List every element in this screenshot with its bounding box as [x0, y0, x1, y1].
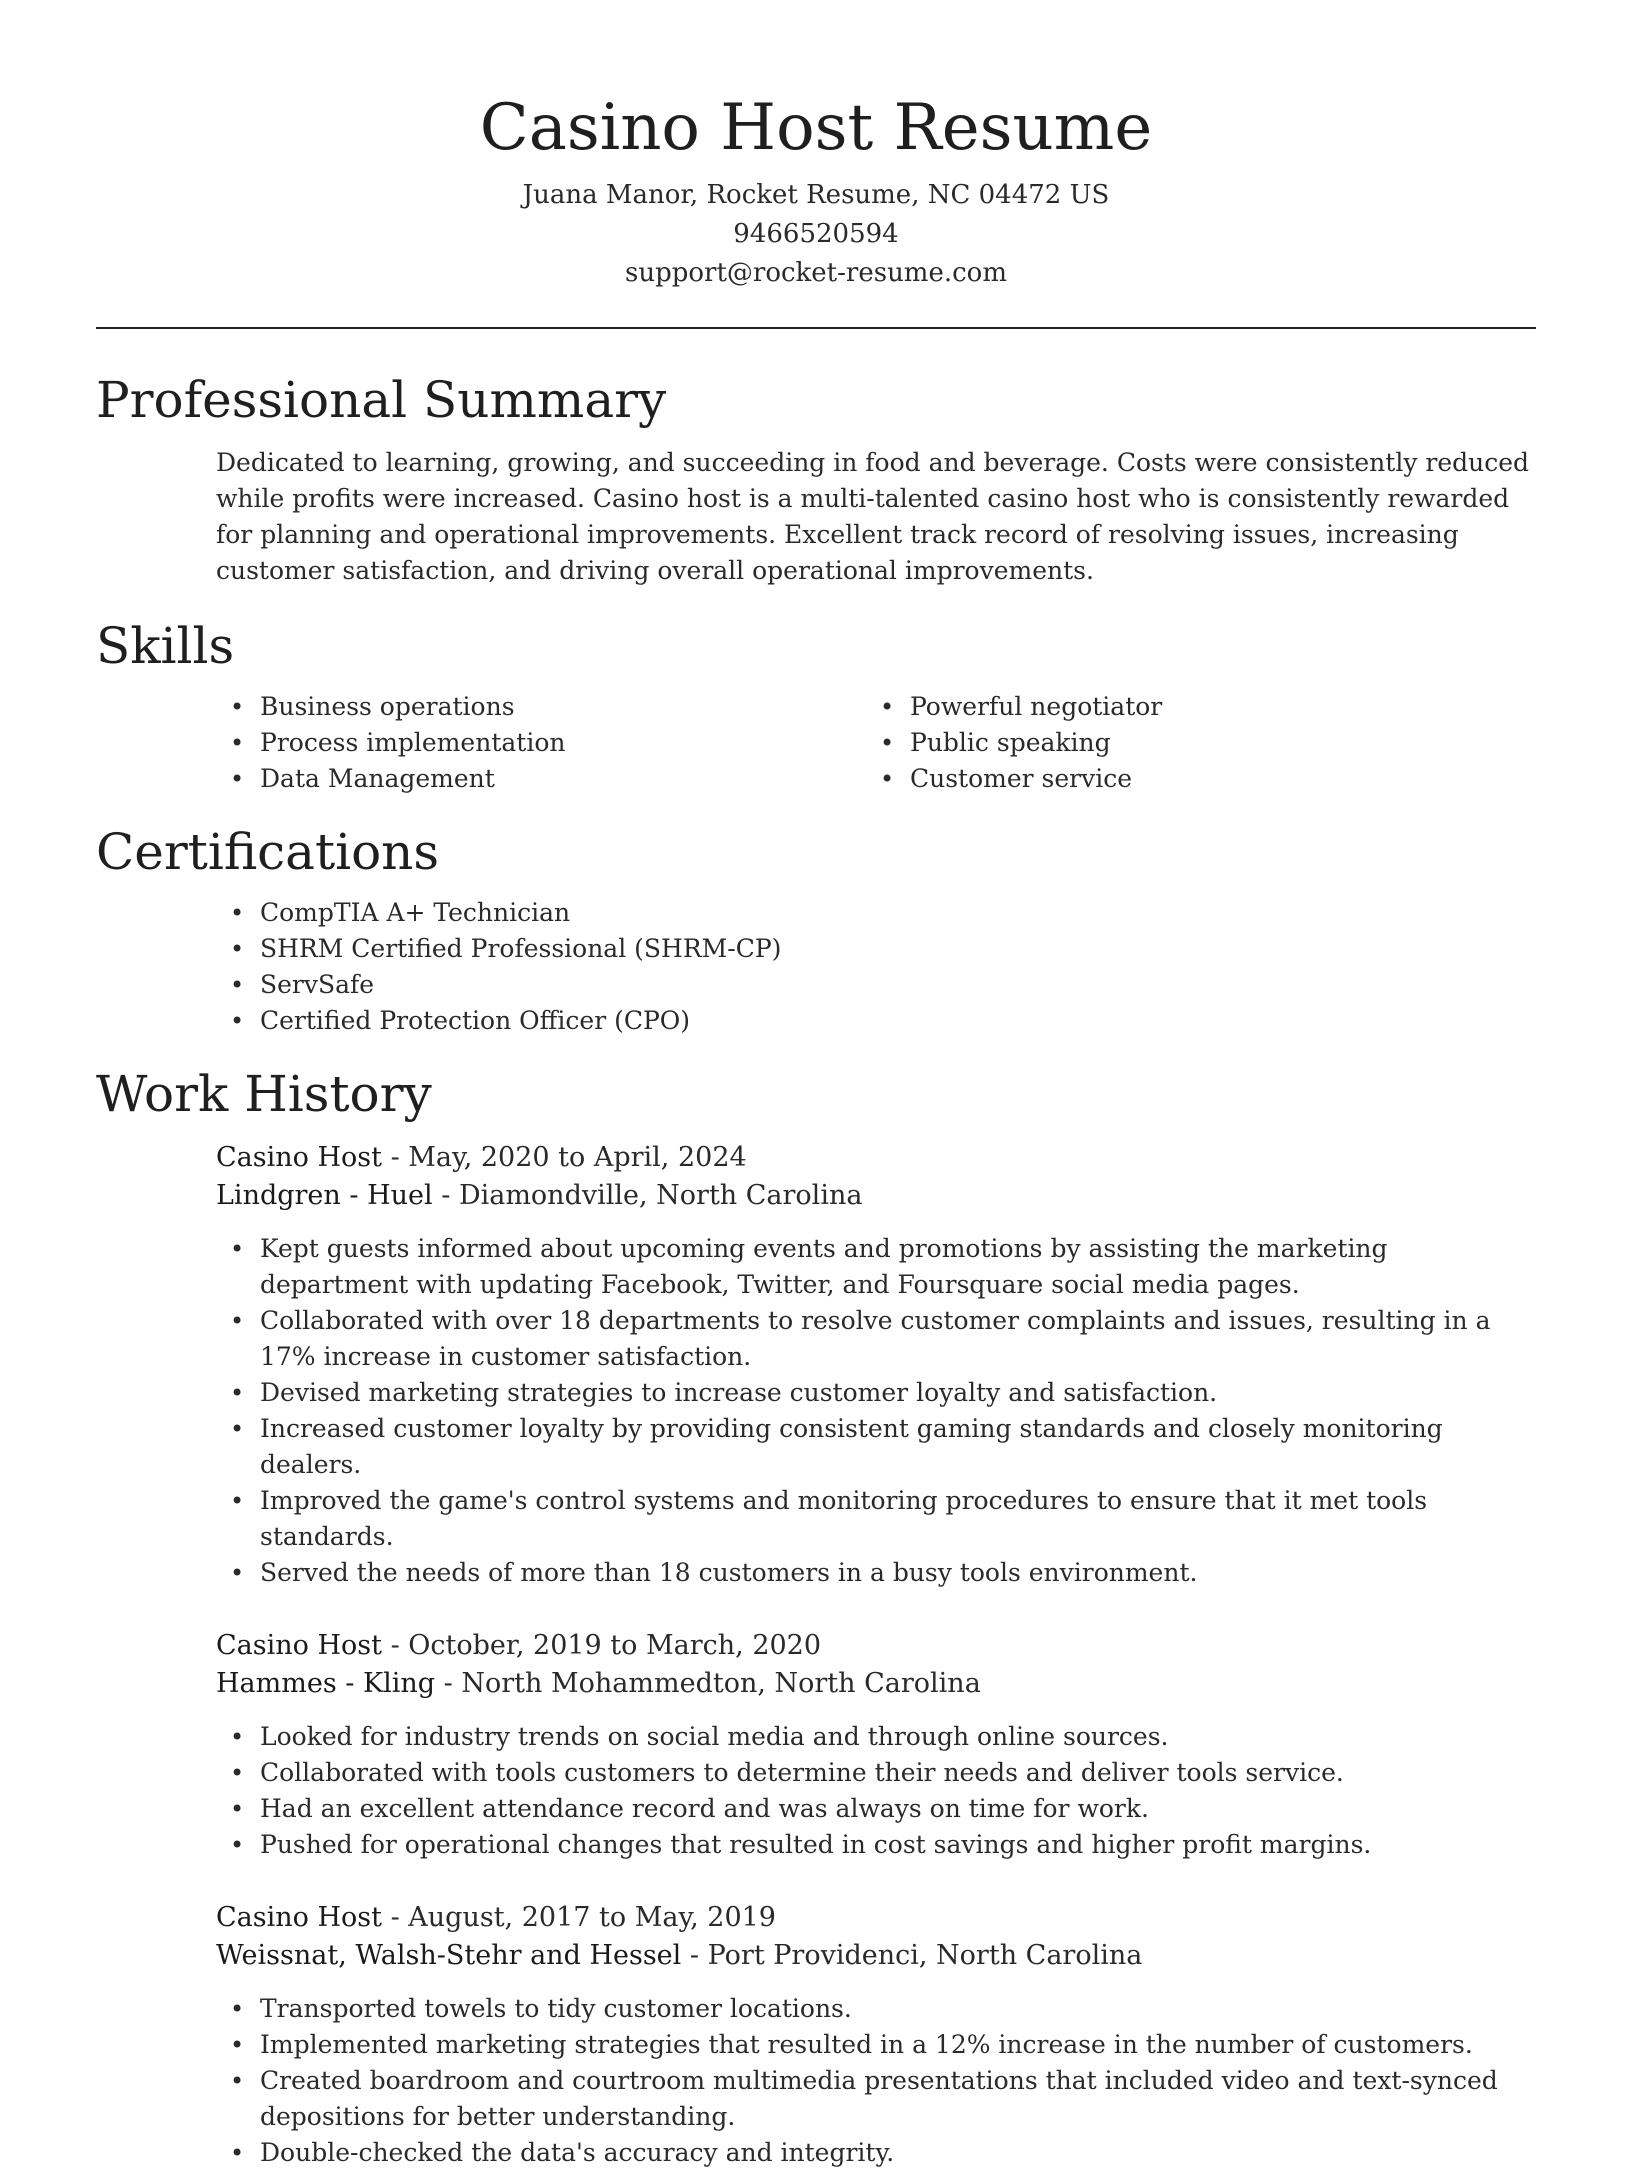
skills-list-right	[746, 689, 1396, 797]
job-bullet: • Implemented marketing strategies that resulted in a 12% increase in the number of customers.	[96, 2027, 1536, 2063]
job-company: Hammes - Kling	[216, 1668, 436, 1699]
certifications-list	[96, 895, 1536, 1039]
job-company: Weissnat, Walsh-Stehr and Hessel	[216, 1940, 682, 1971]
resume-header	[96, 0, 1536, 293]
job-title: Casino Host	[216, 1630, 382, 1661]
job-entry	[96, 1899, 1536, 2171]
job-bullet: • Double-checked the data's accuracy and integrity.	[96, 2135, 1536, 2171]
job-bullet: • Improved the game's control systems and monitoring procedures to ensure that it met tools standards.	[96, 1483, 1536, 1555]
job-bullet: • Kept guests informed about upcoming events and promotions by assisting the marketing department with updating Facebook, Twitter, and Foursquare social media pages.	[96, 1231, 1536, 1303]
certifications-heading: Certifications	[96, 823, 440, 881]
skill-item: • Customer service	[746, 761, 1396, 797]
skills-section	[96, 613, 1536, 797]
certification-item: • CompTIA A+ Technician	[96, 895, 1536, 931]
job-company-line: Weissnat, Walsh-Stehr and Hessel - Port Providenci, North Carolina	[216, 1940, 1143, 1971]
job-location: Diamondville, North Carolina	[458, 1180, 863, 1211]
certification-item: • ServSafe	[96, 967, 1536, 1003]
job-title-line: Casino Host - May, 2020 to April, 2024	[216, 1142, 747, 1173]
job-bullet: • Transported towels to tidy customer locations.	[96, 1991, 1536, 2027]
skill-item: • Public speaking	[746, 725, 1396, 761]
job-bullet: • Pushed for operational changes that resulted in cost savings and higher profit margins.	[96, 1827, 1536, 1863]
job-bullet: • Looked for industry trends on social media and through online sources.	[96, 1719, 1536, 1755]
job-entry	[96, 1627, 1536, 1863]
header-divider	[96, 327, 1536, 329]
skill-item: • Process implementation	[96, 725, 746, 761]
job-company-line: Hammes - Kling - North Mohammedton, North Carolina	[216, 1668, 981, 1699]
job-bullet: • Created boardroom and courtroom multimedia presentations that included video and text-synced depositions for better understanding.	[96, 2063, 1536, 2135]
skill-item: • Data Management	[96, 761, 746, 797]
certification-item: • Certified Protection Officer (CPO)	[96, 1003, 1536, 1039]
job-bullet: • Increased customer loyalty by providing consistent gaming standards and closely monitoring dealers.	[96, 1411, 1536, 1483]
skills-column-left	[96, 689, 746, 797]
work-history-section	[96, 1061, 1536, 2171]
resume-page	[96, 0, 1536, 2171]
job-bullets	[96, 1719, 1536, 1863]
job-entry	[96, 1139, 1536, 1591]
job-title-line: Casino Host - August, 2017 to May, 2019	[216, 1902, 776, 1933]
summary-text: Dedicated to learning, growing, and succeeding in food and beverage. Costs were consistently reduced while profits were increased. Casino host is a multi-talented casino host who is consistently rewarded for planning and operational improvements. Excellent track record of resolving issues, increasing customer satisfaction, and driving overall operational improvements.	[216, 448, 1530, 585]
skills-grid	[96, 689, 1536, 797]
job-bullet: • Collaborated with over 18 departments to resolve customer complaints and issues, resulting in a 17% increase in customer satisfaction.	[96, 1303, 1536, 1375]
work-history-heading: Work History	[96, 1065, 432, 1123]
skill-item: • Business operations	[96, 689, 746, 725]
certification-item: • SHRM Certified Professional (SHRM-CP)	[96, 931, 1536, 967]
job-title-line: Casino Host - October, 2019 to March, 2020	[216, 1630, 822, 1661]
job-location: Port Providenci, North Carolina	[707, 1940, 1143, 1971]
skills-column-right	[746, 689, 1396, 797]
job-location: North Mohammedton, North Carolina	[461, 1668, 981, 1699]
job-dates: October, 2019 to March, 2020	[408, 1630, 822, 1661]
job-bullet: • Served the needs of more than 18 customers in a busy tools environment.	[96, 1555, 1536, 1591]
job-bullet: • Devised marketing strategies to increase customer loyalty and satisfaction.	[96, 1375, 1536, 1411]
job-bullets	[96, 1991, 1536, 2171]
job-bullet: • Collaborated with tools customers to determine their needs and deliver tools service.	[96, 1755, 1536, 1791]
job-title: Casino Host	[216, 1142, 382, 1173]
job-dates: May, 2020 to April, 2024	[408, 1142, 747, 1173]
skills-heading: Skills	[96, 617, 235, 675]
skill-item: • Powerful negotiator	[746, 689, 1396, 725]
skills-list-left	[96, 689, 746, 797]
job-bullet: • Had an excellent attendance record and was always on time for work.	[96, 1791, 1536, 1827]
job-title: Casino Host	[216, 1902, 382, 1933]
contact-email: support@rocket-resume.com	[624, 258, 1007, 288]
summary-heading: Professional Summary	[96, 371, 667, 429]
job-company: Lindgren - Huel	[216, 1180, 433, 1211]
certifications-section	[96, 819, 1536, 1039]
summary-section	[96, 367, 1536, 589]
contact-phone: 9466520594	[733, 219, 899, 249]
job-dates: August, 2017 to May, 2019	[408, 1902, 776, 1933]
job-company-line: Lindgren - Huel - Diamondville, North Carolina	[216, 1180, 863, 1211]
resume-title: Casino Host Resume	[479, 91, 1153, 165]
job-bullets	[96, 1231, 1536, 1591]
contact-address: Juana Manor, Rocket Resume, NC 04472 US	[522, 180, 1110, 210]
